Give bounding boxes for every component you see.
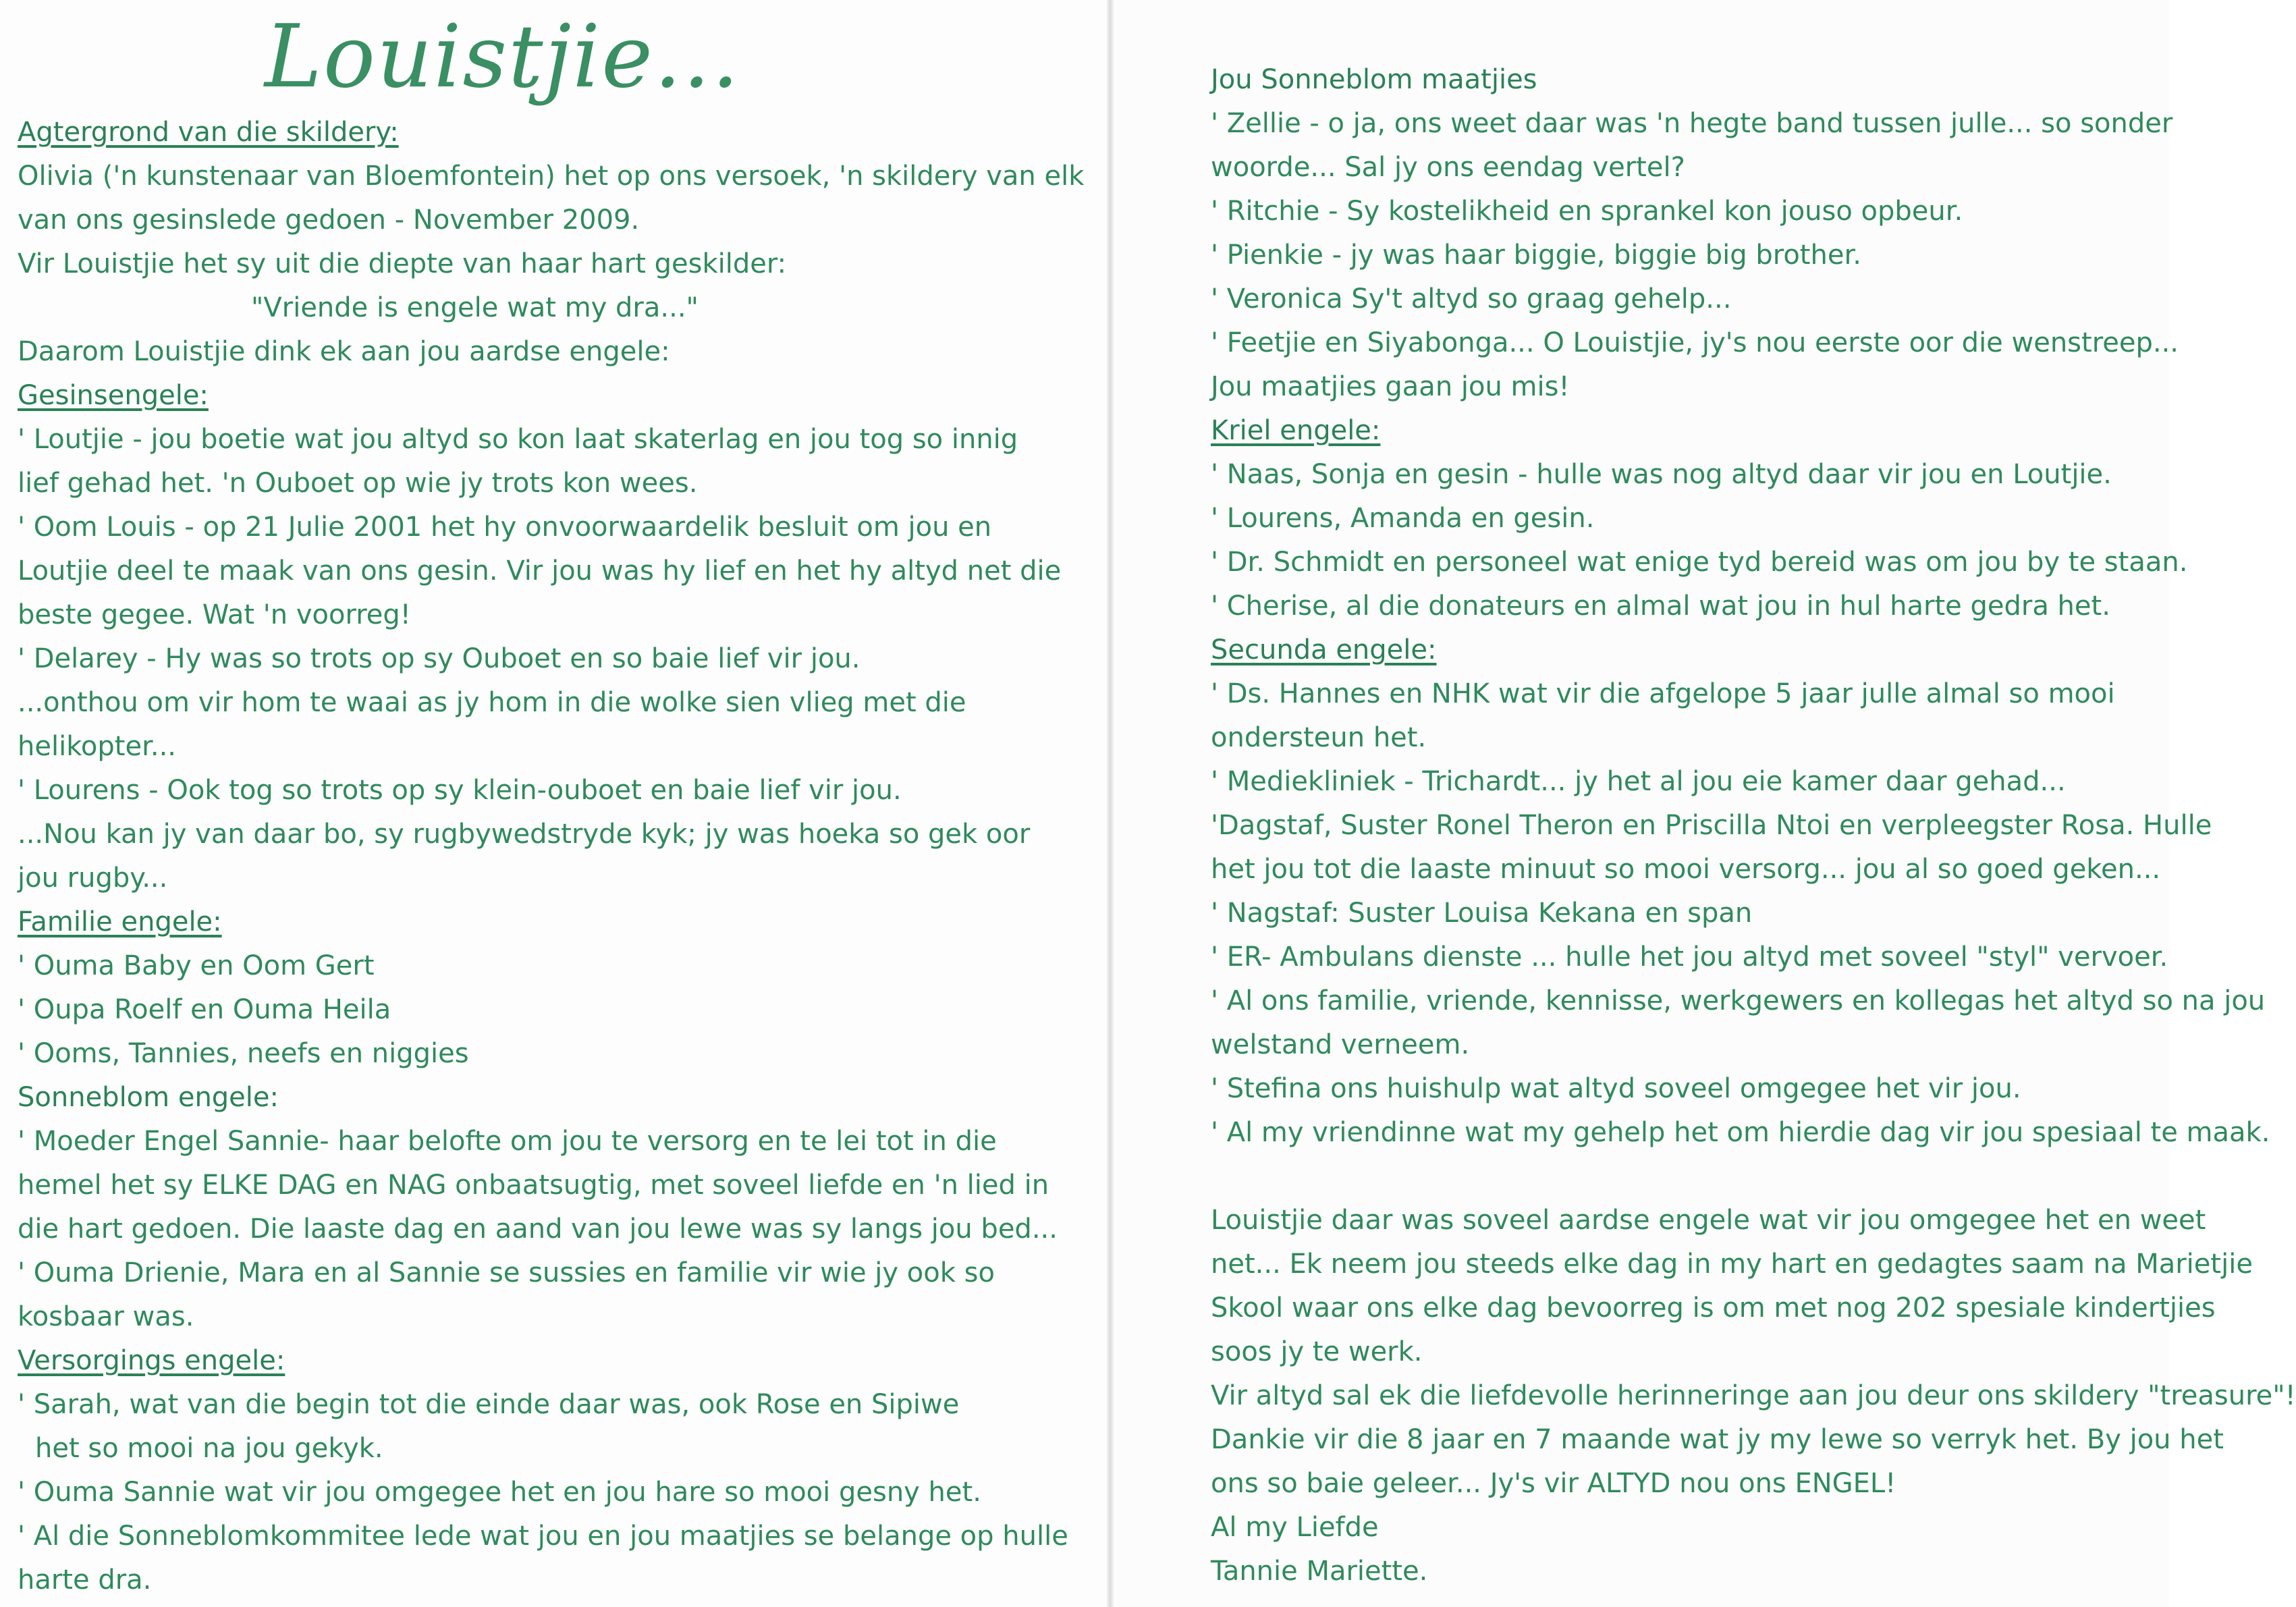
text-line: Olivia ('n kunstenaar van Bloemfontein) het op ons versoek, 'n skildery van elk (18, 161, 1085, 192)
text-line: ' Pienkie - jy was haar biggie, biggie big brother. (1211, 240, 1861, 271)
section-heading-background: Agtergrond van die skildery: (18, 117, 399, 148)
closing-line: ons so baie geleer... Jy's vir ALTYD nou ons ENGEL! (1211, 1468, 1896, 1499)
text-line: lief gehad het. 'n Ouboet op wie jy trots kon wees. (18, 468, 698, 499)
text-line: 'Dagstaf, Suster Ronel Theron en Priscilla Ntoi en verpleegster Rosa. Hulle (1211, 810, 2212, 841)
section-heading-familie: Familie engele: (18, 906, 222, 937)
text-line: harte dra. (18, 1564, 152, 1596)
text-line: van ons gesinslede gedoen - November 2009. (18, 205, 640, 236)
text-line: het jou tot die laaste minuut so mooi versorg... jou al so goed geken... (1211, 854, 2161, 885)
right-page (1114, 0, 2296, 1607)
text-line: ' Delarey - Hy was so trots op sy Ouboet en so baie lief vir jou. (18, 643, 860, 674)
text-line: ' Al ons familie, vriende, kennisse, werkgewers en kollegas het altyd so na jou (1211, 985, 2266, 1016)
text-line: Daarom Louistjie dink ek aan jou aardse engele: (18, 336, 670, 367)
page-title: Louistjie... (265, 7, 740, 107)
text-line: het so mooi na jou gekyk. (35, 1433, 383, 1464)
text-line: ' Nagstaf: Suster Louisa Kekana en span (1211, 898, 1753, 929)
closing-line: Skool waar ons elke dag bevoorreg is om met nog 202 spesiale kindertjies (1211, 1292, 2216, 1324)
closing-line: Dankie vir die 8 jaar en 7 maande wat jy my lewe so verryk het. By jou het (1211, 1424, 2224, 1455)
signature-greeting: Al my Liefde (1211, 1512, 1379, 1543)
text-line: Vir Louistjie het sy uit die diepte van haar hart geskilder: (18, 248, 787, 279)
text-line: jou rugby... (18, 863, 168, 894)
text-line: die hart gedoen. Die laaste dag en aand van jou lewe was sy langs jou bed... (18, 1214, 1058, 1245)
closing-line: soos jy te werk. (1211, 1336, 1423, 1367)
text-line: ' Oom Louis - op 21 Julie 2001 het hy onvoorwaardelik besluit om jou en (18, 512, 992, 543)
text-line: ' Ds. Hannes en NHK wat vir die afgelope 5 jaar julle almal so mooi (1211, 678, 2115, 709)
text-line: ' Al die Sonneblomkommitee lede wat jou en jou maatjies se belange op hulle (18, 1521, 1068, 1552)
text-line: kosbaar was. (18, 1301, 194, 1332)
section-heading-gesin: Gesinsengele: (18, 380, 209, 411)
text-line: ' Veronica Sy't altyd so graag gehelp... (1211, 283, 1732, 315)
text-line: ' Lourens, Amanda en gesin. (1211, 503, 1595, 534)
text-line: ' Loutjie - jou boetie wat jou altyd so kon laat skaterlag en jou tog so innig (18, 424, 1018, 455)
text-line: hemel het sy ELKE DAG en NAG onbaatsugtig, met soveel liefde en 'n lied in (18, 1170, 1049, 1201)
closing-line: Vir altyd sal ek die liefdevolle herinneringe aan jou deur ons skildery "treasure"! (1211, 1380, 2296, 1411)
closing-line: net... Ek neem jou steeds elke dag in my hart en gedagtes saam na Marietjie (1211, 1249, 2253, 1280)
text-line: Jou maatjies gaan jou mis! (1211, 371, 1570, 402)
paragraph-gap (1211, 1155, 2169, 1199)
text-line: ' Ouma Baby en Oom Gert (18, 950, 375, 981)
section-heading-maatjies: Jou Sonneblom maatjies (1211, 64, 1537, 95)
section-heading-versorgings: Versorgings engele: (18, 1345, 285, 1376)
text-line: ' Feetjie en Siyabonga... O Louistjie, jy's nou eerste oor die wenstreep... (1211, 327, 2179, 358)
text-line: ' Naas, Sonja en gesin - hulle was nog altyd daar vir jou en Loutjie. (1211, 459, 2112, 490)
text-line: beste gegee. Wat 'n voorreg! (18, 599, 411, 630)
text-line: ' Moeder Engel Sannie- haar belofte om jou te versorg en te lei tot in die (18, 1126, 997, 1157)
text-line: ' Stefina ons huishulp wat altyd soveel omgegee het vir jou. (1211, 1073, 2021, 1104)
text-line: welstand verneem. (1211, 1029, 1470, 1060)
text-line: ' Al my vriendinne wat my gehelp het om hierdie dag vir jou spesiaal te maak. (1211, 1117, 2270, 1148)
section-heading-kriel: Kriel engele: (1211, 415, 1381, 446)
section-heading-sonneblom: Sonneblom engele: (18, 1082, 279, 1113)
text-line: ondersteun het. (1211, 722, 1427, 753)
text-line: ' Zellie - o ja, ons weet daar was 'n hegte band tussen julle... so sonder (1211, 108, 2173, 139)
page-fold (1107, 0, 1114, 1607)
text-line: ' Ritchie - Sy kostelikheid en sprankel kon jouso opbeur. (1211, 196, 1963, 227)
quote-line: "Vriende is engele wat my dra..." (251, 292, 699, 323)
text-line: ' Sarah, wat van die begin tot die einde daar was, ook Rose en Sipiwe (18, 1389, 960, 1420)
text-line: Loutjie deel te maak van ons gesin. Vir jou was hy lief en het hy altyd net die (18, 555, 1062, 587)
text-line: ...Nou kan jy van daar bo, sy rugbywedstryde kyk; jy was hoeka so gek oor (18, 819, 1031, 850)
text-line: ' Cherise, al die donateurs en almal wat jou in hul harte gedra het. (1211, 591, 2110, 622)
text-line: ' Oupa Roelf en Ouma Heila (18, 994, 391, 1025)
signature-name: Tannie Mariette. (1211, 1556, 1428, 1587)
text-line: ' ER- Ambulans dienste ... hulle het jou altyd met soveel "styl" vervoer. (1211, 942, 2168, 973)
text-line: helikopter... (18, 731, 176, 762)
closing-line: Louistjie daar was soveel aardse engele wat vir jou omgegee het en weet (1211, 1205, 2206, 1236)
text-line: ...onthou om vir hom te waai as jy hom in die wolke sien vlieg met die (18, 687, 966, 718)
text-line: ' Lourens - Ook tog so trots op sy klein-ouboet en baie lief vir jou. (18, 775, 902, 806)
section-heading-secunda: Secunda engele: (1211, 634, 1437, 665)
text-line: ' Ouma Drienie, Mara en al Sannie se sussies en familie vir wie jy ook so (18, 1257, 995, 1288)
left-page (0, 0, 1107, 1607)
text-line: ' Ooms, Tannies, neefs en niggies (18, 1038, 469, 1069)
text-line: ' Dr. Schmidt en personeel wat enige tyd bereid was om jou by te staan. (1211, 547, 2188, 578)
text-line: ' Ouma Sannie wat vir jou omgegee het en jou hare so mooi gesny het. (18, 1477, 981, 1508)
text-line: woorde... Sal jy ons eendag vertel? (1211, 152, 1685, 183)
text-line: ' Mediekliniek - Trichardt... jy het al jou eie kamer daar gehad... (1211, 766, 2066, 797)
